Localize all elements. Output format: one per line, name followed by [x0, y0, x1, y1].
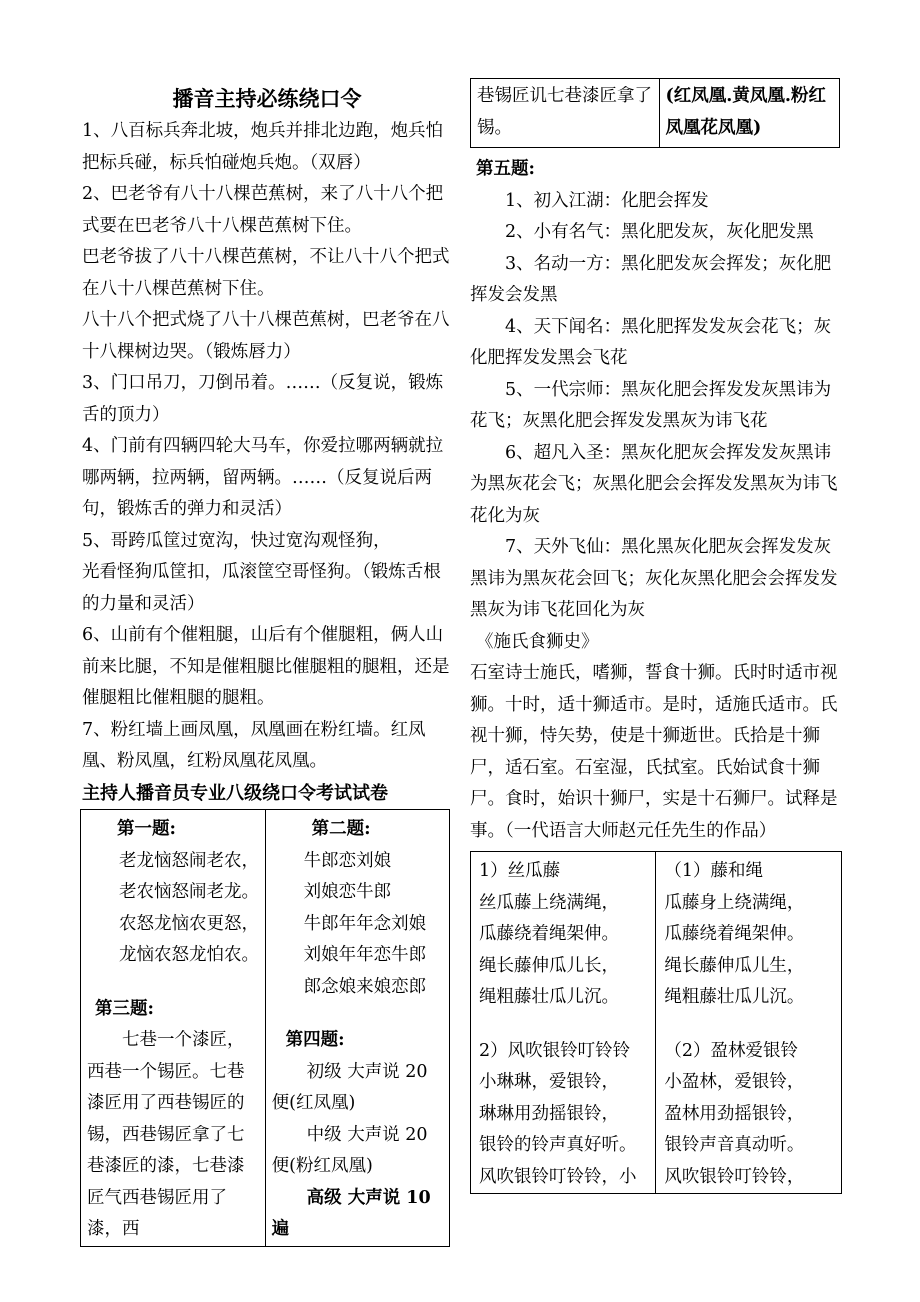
verse-line: 绳长藤伸瓜儿长， — [479, 955, 619, 976]
paragraph: 1、八百标兵奔北坡，炮兵并排北边跑，炮兵怕把标兵碰，标兵怕碰炮兵炮。（双唇） — [82, 121, 444, 173]
q2-line: 郎念娘来娘恋郎 — [303, 976, 427, 997]
q4-level: 初级 大声说 20 便(红凤凰) — [271, 1061, 428, 1113]
paragraph: 光看怪狗瓜筐扣，瓜滚筐空哥怪狗。（锻炼舌根的力量和灵活） — [82, 562, 441, 614]
q2-line: 牛郎恋刘娘 — [303, 850, 392, 871]
left-column — [82, 84, 452, 1247]
bottom-right-cell — [656, 852, 842, 1194]
bottom-left-cell — [471, 852, 656, 1194]
verse-line: 绳粗藤壮瓜儿沉。 — [664, 987, 805, 1007]
verse-line: 银铃声音真动听。 — [664, 1135, 805, 1155]
verse-line: 瓜藤绕着绳架伸。 — [479, 924, 619, 944]
verse-heading: 1）丝瓜藤 — [479, 861, 561, 881]
q1-line: 老农恼怒闹老龙。 — [119, 882, 259, 902]
verse-line: 风吹银铃叮铃铃， — [664, 1166, 805, 1187]
q2-line: 刘娘恋牛郎 — [303, 882, 392, 902]
q5-item: 7、天外飞仙：黑化黑灰化肥灰会挥发发灰黑讳为黑灰花会回飞；灰化灰黑化肥会会挥发发黑灰为讳飞花回化为灰 — [470, 537, 838, 620]
verse-line: 盈林用劲摇银铃， — [664, 1103, 805, 1124]
verse-line: 瓜藤身上绕满绳， — [664, 892, 805, 913]
q2-line: 刘娘年年恋牛郎 — [303, 945, 427, 965]
q5-label: 第五题: — [476, 159, 535, 179]
continuation-table — [470, 78, 840, 148]
verse-heading: （1）藤和绳 — [664, 861, 763, 881]
verse-heading: 2）风吹银铃叮铃铃 — [479, 1040, 631, 1061]
q1-line: 农怒龙恼农更怒， — [119, 913, 259, 934]
verse-heading: （2）盈林爱银铃 — [664, 1040, 798, 1061]
continuation-left-cell — [471, 79, 660, 148]
q5-item: 1、初入江湖：化肥会挥发 — [505, 190, 709, 211]
continuation-text: 巷锡匠讥七巷漆匠拿了锡。 — [477, 86, 652, 138]
continuation-right-cell — [659, 79, 840, 148]
bottom-table — [470, 851, 842, 1194]
q4-label: 第四题: — [285, 1030, 345, 1050]
verse-line: 银铃的铃声真好听。 — [479, 1135, 637, 1155]
continuation-note: (红凤凰.黄凤凰.粉红凤凰花凤凰) — [665, 86, 826, 138]
q5-item: 2、小有名气：黑化肥发灰，灰化肥发黑 — [505, 222, 814, 242]
verse-line: 小琳琳，爱银铃， — [479, 1072, 619, 1092]
paragraph: 6、山前有个催粗腿，山后有个催腿粗，俩人山前来比腿，不知是催粗腿比催腿粗的腿粗，还是催腿粗比催粗腿的腿粗。 — [82, 625, 450, 708]
paragraph: 7、粉红墙上画凤凰，凤凰画在粉红墙。红凤凰、粉凤凰，红粉凤凰花凤凰。 — [82, 719, 426, 771]
exam-cell-q2 — [265, 810, 449, 1247]
q1-line: 龙恼农怒龙怕农。 — [119, 945, 259, 965]
paragraph: 5、哥跨瓜筐过宽沟，快过宽沟观怪狗， — [82, 530, 391, 551]
shishi-title: 《施氏食狮史》 — [476, 631, 599, 652]
right-column — [470, 78, 842, 1194]
q5-item: 3、名动一方：黑化肥发灰会挥发；灰化肥挥发会发黑 — [470, 253, 832, 305]
verse-line: 绳粗藤壮瓜儿沉。 — [479, 987, 619, 1007]
verse-line: 风吹银铃叮铃铃，小 — [479, 1166, 637, 1187]
verse-line: 绳长藤伸瓜儿生， — [664, 955, 805, 976]
shishi-text: 石室诗士施氏，嗜狮，誓食十狮。氏时时适市视狮。十时，适十狮适市。是时，适施氏适市。氏视十狮，恃矢势，使是十狮逝世。氏拾是十狮尸，适石室。石室湿，氏拭室。氏始试食十狮尸。食时，始识十狮尸，实是十石狮尸。试释是事。（一代语言大师赵元任先生的作品） — [470, 663, 838, 841]
exam-table — [80, 809, 450, 1247]
verse-line: 瓜藤绕着绳架伸。 — [664, 924, 805, 944]
paragraph: 4、门前有四辆四轮大马车，你爱拉哪两辆就拉哪两辆，拉两辆，留两辆。……（反复说后两句，锻炼舌的弹力和灵活） — [82, 436, 444, 519]
exam-heading: 主持人播音员专业八级绕口令考试试卷 — [82, 782, 388, 804]
verse-line: 琳琳用劲摇银铃， — [479, 1103, 619, 1124]
paragraph: 八十八个把式烧了八十八棵芭蕉树，巴老爷在八十八棵树边哭。（锻炼唇力） — [82, 310, 450, 362]
verse-line: 丝瓜藤上绕满绳， — [479, 892, 619, 913]
verse-line: 小盈林，爱银铃， — [664, 1072, 805, 1092]
q4-level: 高级 大声说 10 遍 — [271, 1187, 431, 1239]
paragraph: 3、门口吊刀，刀倒吊着。……（反复说，锻炼舌的顶力） — [82, 373, 444, 425]
paragraph: 巴老爷拔了八十八棵芭蕉树，不让八十八个把式在八十八棵芭蕉树下住。 — [82, 247, 450, 299]
exam-cell-q1 — [81, 810, 266, 1247]
q2-label: 第二题: — [311, 819, 371, 839]
page-title: 播音主持必练绕口令 — [172, 86, 362, 111]
q5-item: 4、天下闻名：黑化肥挥发发灰会花飞；灰化肥挥发发黑会飞花 — [470, 316, 832, 368]
q4-level: 中级 大声说 20 便(粉红凤凰) — [271, 1124, 428, 1176]
q3-label: 第三题: — [95, 998, 154, 1019]
q3-text: 七巷一个漆匠，西巷一个锡匠。七巷漆匠用了西巷锡匠的锡，西巷锡匠拿了七巷漆匠的漆，七巷漆匠气西巷锡匠用了漆，西 — [87, 1030, 245, 1239]
q2-line: 牛郎年年念刘娘 — [303, 913, 427, 934]
paragraph: 2、巴老爷有八十八棵芭蕉树，来了八十八个把式要在巴老爷八十八棵芭蕉树下住。 — [82, 184, 444, 236]
q5-item: 6、超凡入圣：黑灰化肥灰会挥发发灰黑讳为黑灰花会飞；灰黑化肥会会挥发发黑灰为讳飞花化为灰 — [470, 442, 838, 526]
q1-label: 第一题: — [117, 819, 176, 839]
q1-line: 老龙恼怒闹老农， — [119, 850, 259, 871]
q5-item: 5、一代宗师：黑灰化肥会挥发发灰黑讳为花飞；灰黑化肥会挥发发黑灰为讳飞花 — [470, 379, 832, 431]
